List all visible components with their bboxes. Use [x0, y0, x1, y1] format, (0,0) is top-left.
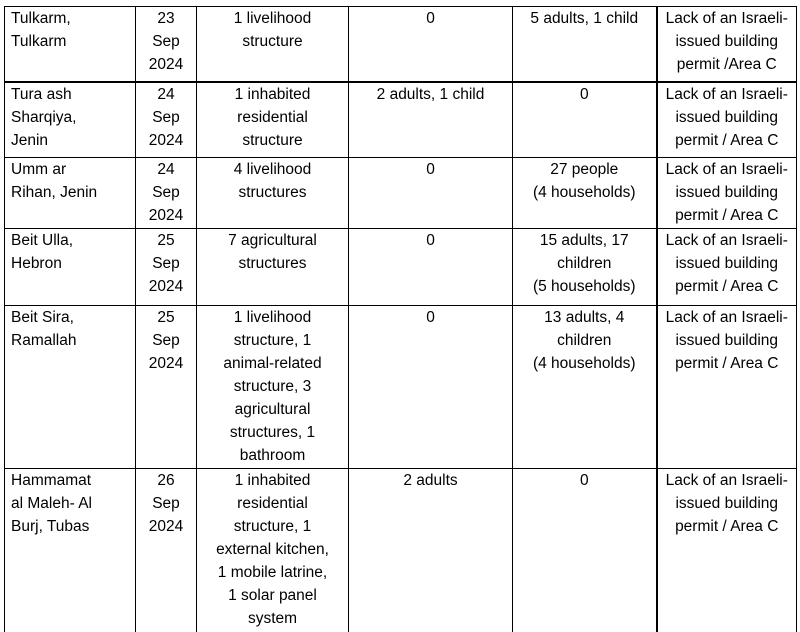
date-cell: 24 Sep 2024	[136, 82, 197, 158]
table-row	[5, 82, 797, 158]
date-cell: 26 Sep 2024	[136, 469, 197, 632]
affected-cell: 0	[513, 469, 657, 632]
displaced-cell: 0	[349, 306, 513, 469]
reason-cell: Lack of an Israeli- issued building permit / Area C	[657, 469, 797, 632]
displaced-cell: 2 adults	[349, 469, 513, 632]
structures-cell: 4 livelihood structures	[197, 158, 349, 229]
structures-cell: 7 agricultural structures	[197, 229, 349, 306]
date-cell: 25 Sep 2024	[136, 306, 197, 469]
affected-cell: 0	[513, 82, 657, 158]
reason-cell: Lack of an Israeli- issued building permit / Area C	[657, 82, 797, 158]
table-row	[5, 158, 797, 229]
location-cell: Beit Ulla, Hebron	[5, 229, 136, 306]
location-cell: Beit Sira, Ramallah	[5, 306, 136, 469]
reason-cell: Lack of an Israeli- issued building permit /Area C	[657, 7, 797, 82]
date-cell: 25 Sep 2024	[136, 229, 197, 306]
structures-cell: 1 inhabited residential structure	[197, 82, 349, 158]
date-cell: 23 Sep 2024	[136, 7, 197, 82]
table-row	[5, 7, 797, 82]
table-row	[5, 229, 797, 306]
displaced-cell: 0	[349, 229, 513, 306]
location-cell: Tura ash Sharqiya, Jenin	[5, 82, 136, 158]
structures-cell: 1 inhabited residential structure, 1 external kitchen, 1 mobile latrine, 1 solar panel system	[197, 469, 349, 632]
affected-cell: 27 people (4 households)	[513, 158, 657, 229]
location-cell: Tulkarm, Tulkarm	[5, 7, 136, 82]
structures-cell: 1 livelihood structure, 1 animal-related structure, 3 agricultural structures, 1 bathroom	[197, 306, 349, 469]
structures-cell: 1 livelihood structure	[197, 7, 349, 82]
location-cell: Hammamat al Maleh- Al Burj, Tubas	[5, 469, 136, 632]
affected-cell: 15 adults, 17 children (5 households)	[513, 229, 657, 306]
reason-cell: Lack of an Israeli- issued building permit / Area C	[657, 158, 797, 229]
location-cell: Umm ar Rihan, Jenin	[5, 158, 136, 229]
displaced-cell: 0	[349, 158, 513, 229]
displaced-cell: 0	[349, 7, 513, 82]
affected-cell: 5 adults, 1 child	[513, 7, 657, 82]
displaced-cell: 2 adults, 1 child	[349, 82, 513, 158]
table-row	[5, 306, 797, 469]
table-row	[5, 469, 797, 632]
affected-cell: 13 adults, 4 children (4 households)	[513, 306, 657, 469]
date-cell: 24 Sep 2024	[136, 158, 197, 229]
reason-cell: Lack of an Israeli- issued building permit / Area C	[657, 306, 797, 469]
demolitions-table	[4, 6, 797, 632]
reason-cell: Lack of an Israeli- issued building permit / Area C	[657, 229, 797, 306]
